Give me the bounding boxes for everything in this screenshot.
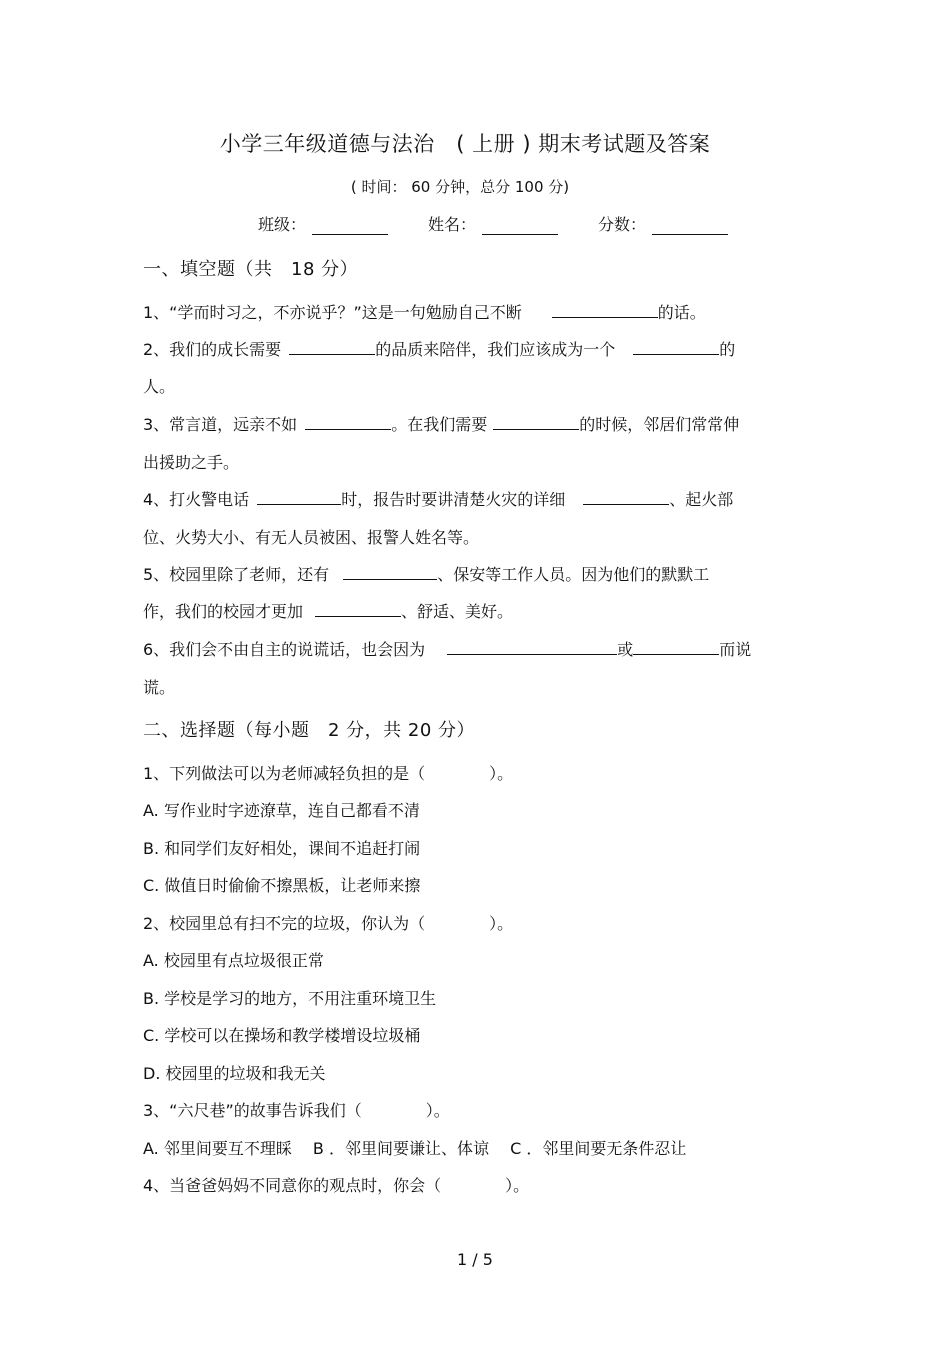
- question-1-3-cont: 出援助之手。: [143, 453, 240, 472]
- name-field: [428, 212, 558, 235]
- question-1-5: 5、校园里除了老师，还有 、保安等工作人员。因为他们的默默工: [143, 565, 710, 584]
- question-1-2: 2、我们的成长需要 的品质来陪伴，我们应该成为一个 的: [143, 340, 736, 359]
- score-label: 分数：: [598, 215, 647, 234]
- answer-blank[interactable]: [552, 301, 658, 318]
- student-info-fields: [258, 212, 728, 235]
- class-blank[interactable]: [312, 216, 388, 235]
- answer-blank[interactable]: [305, 413, 391, 430]
- answer-blank[interactable]: [315, 600, 401, 617]
- question-1-4: 4、打火警电话 时，报告时要讲清楚火灾的详细 、起火部: [143, 490, 734, 509]
- answer-blank[interactable]: [289, 338, 375, 355]
- question-2-1: 1、下列做法可以为老师减轻负担的是（ ）。: [143, 764, 514, 783]
- option-2-1-b[interactable]: B. 和同学们友好相处，课间不追赶打闹: [143, 839, 421, 858]
- option-2-1-c[interactable]: C. 做值日时偷偷不擦黑板，让老师来擦: [143, 876, 421, 895]
- answer-blank[interactable]: [257, 488, 341, 505]
- question-1-6: 6、我们会不由自主的说谎话，也会因为 或 而说: [143, 640, 752, 659]
- option-2-2-c[interactable]: C. 学校可以在操场和教学楼增设垃圾桶: [143, 1026, 421, 1045]
- section-fill-in-heading: 一、填空题（共 18 分）: [143, 259, 359, 280]
- question-1-4-cont: 位、火势大小、有无人员被困、报警人姓名等。: [143, 528, 480, 547]
- question-1-2-cont: 人。: [143, 377, 176, 396]
- page-number: 1 / 5: [457, 1250, 493, 1269]
- score-blank[interactable]: [652, 216, 728, 235]
- question-1-1: 1、“学而时习之，不亦说乎？”这是一句勉励自己不断 的话。: [143, 303, 706, 322]
- question-1-5-cont: 作，我们的校园才更加 、舒适、美好。: [143, 602, 514, 621]
- exam-info: ( 时间： 60 分钟，总分 100 分): [350, 178, 570, 196]
- question-2-4: 4、当爸爸妈妈不同意你的观点时，你会（ ）。: [143, 1176, 530, 1195]
- section-choice-heading: 二、选择题（每小题 2 分，共 20 分）: [143, 720, 476, 741]
- answer-blank[interactable]: [633, 638, 719, 655]
- options-2-3[interactable]: A. 邻里间要互不理睬 B ．邻里间要谦让、体谅 C ．邻里间要无条件忍让: [143, 1139, 687, 1158]
- option-2-2-b[interactable]: B. 学校是学习的地方，不用注重环境卫生: [143, 989, 437, 1008]
- name-label: 姓名：: [428, 215, 477, 234]
- answer-blank[interactable]: [583, 488, 669, 505]
- answer-blank[interactable]: [493, 413, 579, 430]
- page-title: 小学三年级道德与法治 ( 上册 ) 期末考试题及答案: [219, 132, 711, 156]
- option-2-2-a[interactable]: A. 校园里有点垃圾很正常: [143, 951, 324, 970]
- answer-blank[interactable]: [447, 638, 617, 655]
- answer-blank[interactable]: [633, 338, 719, 355]
- option-2-2-d[interactable]: D. 校园里的垃圾和我无关: [143, 1064, 326, 1083]
- option-2-1-a[interactable]: A. 写作业时字迹潦草，连自己都看不清: [143, 801, 420, 820]
- answer-blank[interactable]: [343, 563, 437, 580]
- class-field: [258, 212, 388, 235]
- score-field: [598, 212, 728, 235]
- question-1-3: 3、常言道，远亲不如 。在我们需要 的时候，邻居们常常伸: [143, 415, 740, 434]
- question-1-6-cont: 谎。: [143, 678, 176, 697]
- question-2-2: 2、校园里总有扫不完的垃圾，你认为（ ）。: [143, 914, 514, 933]
- class-label: 班级：: [258, 215, 307, 234]
- question-2-3: 3、“六尺巷”的故事告诉我们（ ）。: [143, 1101, 450, 1120]
- name-blank[interactable]: [482, 216, 558, 235]
